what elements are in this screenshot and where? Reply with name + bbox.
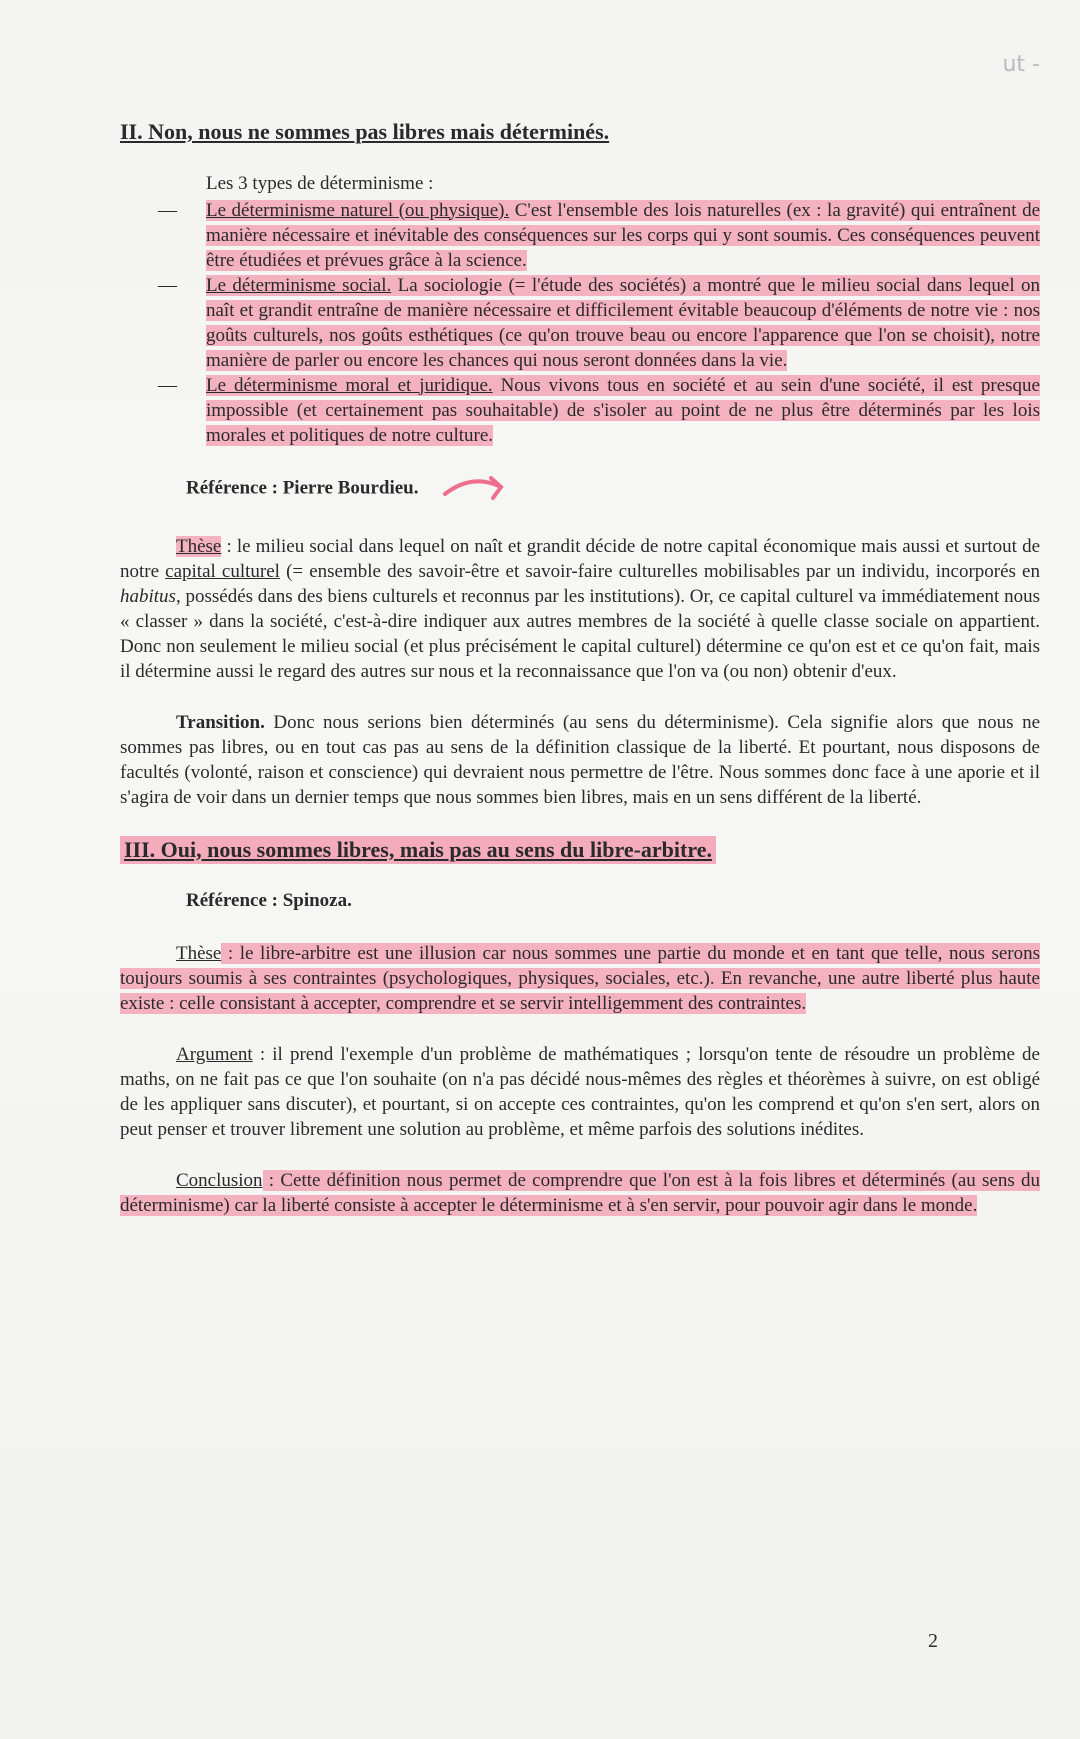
reference-author: Spinoza. bbox=[282, 890, 352, 912]
reference-label: Référence : bbox=[186, 476, 278, 498]
list-item bbox=[120, 198, 1040, 273]
list-item bbox=[120, 273, 1040, 373]
item-text: Nous vivons tous en société et au sein d'une société, il est presque impossible (et certainement pas souhaitable) de s'isoler au point de ne plus être déterminés par les lois morales et politiques de notre culture. bbox=[206, 374, 1040, 446]
item-name: Le déterminisme social. bbox=[206, 274, 392, 296]
these-text-1: : le milieu social dans lequel on naît et grandit décide de notre capital économique mais aussi et surtout de notre bbox=[120, 535, 1040, 582]
determinism-intro: Les 3 types de déterminisme : bbox=[206, 172, 434, 194]
determinism-list bbox=[120, 198, 1040, 448]
reference-label: Référence : bbox=[186, 890, 278, 912]
transition bbox=[120, 710, 1040, 810]
margin-note: ut - bbox=[1002, 52, 1040, 77]
these-spinoza bbox=[120, 941, 1040, 1016]
item-name: Le déterminisme moral et juridique. bbox=[206, 374, 493, 396]
item-name: Le déterminisme naturel (ou physique). bbox=[206, 199, 510, 221]
list-item bbox=[120, 373, 1040, 448]
these-bourdieu bbox=[120, 534, 1040, 684]
item-text: La sociologie (= l'étude des sociétés) a montré que le milieu social dans lequel on naît et grandit entraîne de manière nécessaire et difficilement évitable beaucoup d'éléments de notre vie : nos goûts culturels, nos goûts esthétiques (ce qu'on trouve beau ou encore l'apparence que l'on se choisit), notre manière de parler ou encore les chances qui nous seront données dans la vie. bbox=[206, 274, 1040, 371]
argument bbox=[120, 1042, 1040, 1142]
transition-text: Donc nous serions bien déterminés (au sens du déterminisme). Cela signifie alors que nous ne sommes pas libres, ou en tout cas pas au sens de la définition classique de la liberté. Et pourtant, nous disposons de facultés (volonté, raison et conscience) qui devraient nous permettre de l'être. Nous sommes donc face à une aporie et il s'agira de voir dans un dernier temps que nous sommes bien libres, mais en un sens différent de la liberté. bbox=[120, 711, 1040, 808]
these-text-2: (= ensemble des savoir-être et savoir-faire culturelles mobilisables par un individu, incorporés en bbox=[279, 560, 1040, 582]
these-link: capital culturel bbox=[165, 560, 280, 582]
argument-text: : il prend l'exemple d'un problème de mathématiques ; lorsqu'on tente de résoudre un problème de maths, on ne fait pas ce que l'on souhaite (on n'a pas décidé nous-mêmes des règles et théorèmes à suivre, on est obligé de les appliquer sans discuter), et pourtant, si on accepte ces contraintes, qu'on les comprend et qu'on s'en sert, alors on peut penser et trouver librement une solution au problème, et même parfois des solutions inédites. bbox=[120, 1044, 1040, 1141]
argument-label: Argument bbox=[176, 1044, 253, 1066]
these-text-3: , possédés dans des biens culturels et reconnus par les institutions). Or, ce capital culturel va immédiatement nous « classer » dans la société, c'est-à-dire indiquer aux autres membres de la société à quelle classe sociale on appartient. Donc non seulement le milieu social (et plus précisément le capital culturel) détermine ce qu'on est et ce qu'on fait, mais il détermine aussi le regard des autres sur nous et la reconnaissance que l'on va (ou non) obtenir d'eux. bbox=[120, 585, 1040, 682]
conclusion-text: : Cette définition nous permet de comprendre que l'on est à la fois libres et déterminés (au sens du déterminisme) car la liberté consiste à accepter le déterminisme et à s'en servir, pour pouvoir agir dans le monde. bbox=[120, 1170, 1040, 1217]
page-number: 2 bbox=[928, 1630, 938, 1652]
arrow-icon bbox=[441, 472, 511, 506]
transition-label: Transition. bbox=[176, 711, 265, 733]
section-2-title: II. Non, nous ne sommes pas libres mais déterminés. bbox=[120, 119, 610, 144]
reference-bourdieu bbox=[186, 472, 1040, 506]
reference-spinoza bbox=[186, 888, 1040, 913]
these-text: : le libre-arbitre est une illusion car nous sommes une partie du monde et en tant que telle, nous serons toujours soumis à ses contraintes (psychologiques, physiques, sociales, etc.). En revanche, une autre liberté plus haute existe : celle consistant à accepter, comprendre et se servir intelligemment des contraintes. bbox=[120, 943, 1040, 1015]
conclusion-label: Conclusion bbox=[176, 1170, 263, 1192]
these-label: Thèse bbox=[176, 535, 222, 557]
these-label: Thèse bbox=[176, 943, 222, 965]
reference-author: Pierre Bourdieu. bbox=[282, 476, 419, 498]
item-text: C'est l'ensemble des lois naturelles (ex : la gravité) qui entraînent de manière nécessaire et inévitable des conséquences sur les corps qui y sont soumis. Ces conséquences peuvent être étudiées et prévues grâce à la science. bbox=[206, 199, 1041, 271]
conclusion bbox=[120, 1168, 1040, 1218]
document-content bbox=[120, 118, 1040, 1244]
these-italic: habitus bbox=[120, 585, 176, 607]
section-3-title: III. Oui, nous sommes libres, mais pas au sens du libre-arbitre. bbox=[120, 836, 716, 865]
